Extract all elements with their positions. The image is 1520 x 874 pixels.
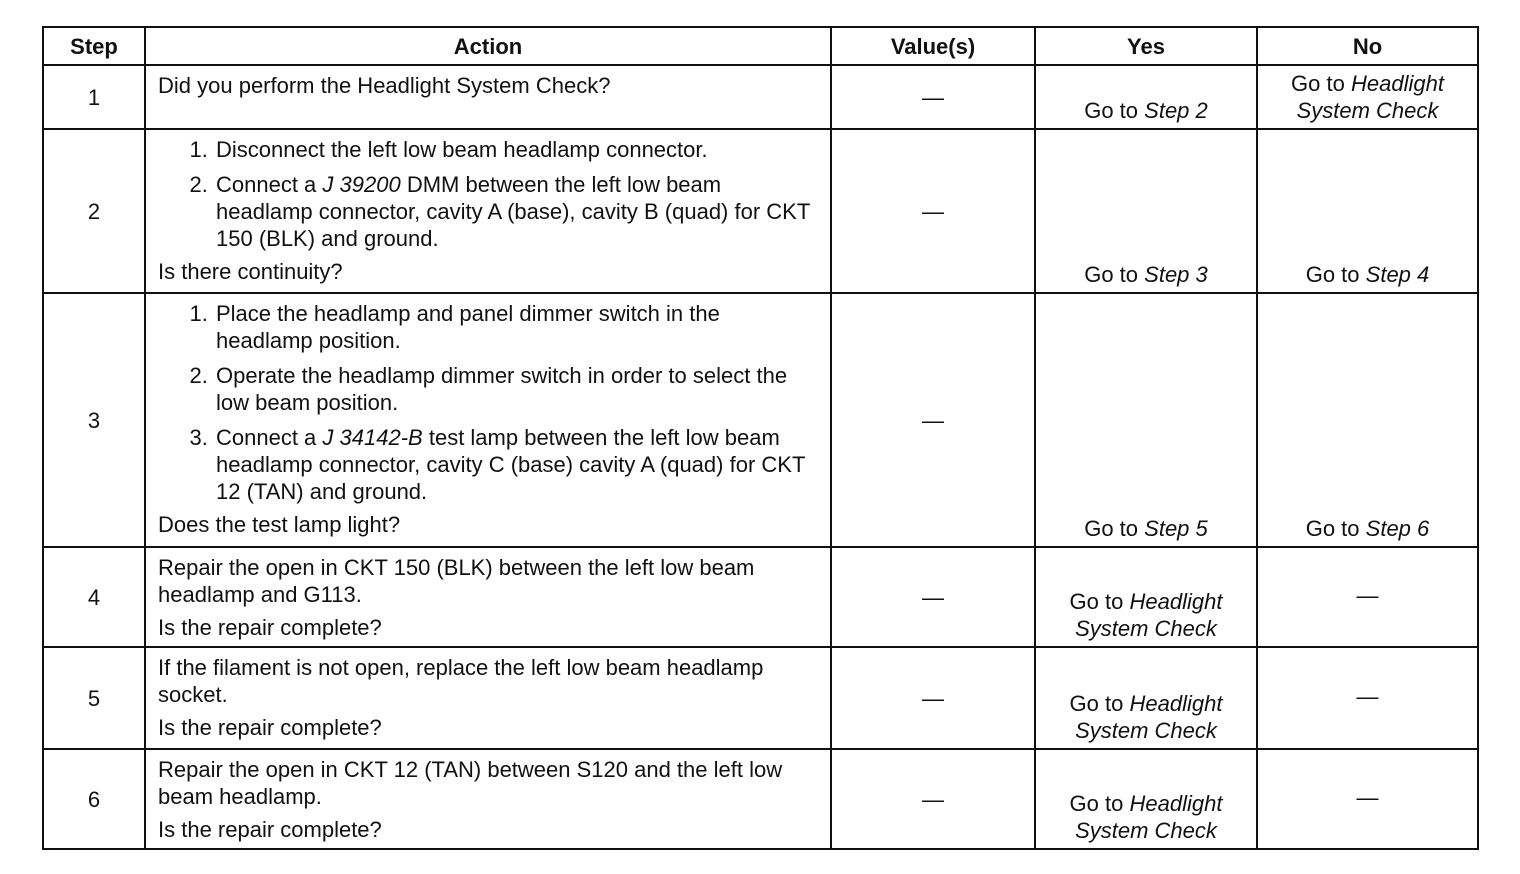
no-cell — [1257, 129, 1478, 293]
dash: — — [922, 407, 944, 433]
step-number: 6 — [43, 749, 145, 849]
dash: — — [922, 84, 944, 110]
tool-ref: J 34142-B — [322, 425, 423, 450]
step-number: 3 — [43, 293, 145, 547]
no-cell — [1257, 547, 1478, 647]
action-cell — [145, 129, 831, 293]
no-cell — [1257, 293, 1478, 547]
yes-cell — [1035, 65, 1257, 129]
value-cell — [831, 293, 1035, 547]
action-question: Is there continuity? — [158, 259, 343, 284]
yes-cell — [1035, 293, 1257, 547]
action-cell — [145, 547, 831, 647]
action-cell — [145, 749, 831, 849]
yes-target-link[interactable]: Headlight System Check — [1075, 691, 1223, 743]
yes-target-link[interactable]: Headlight System Check — [1075, 589, 1223, 641]
dash: — — [922, 685, 944, 711]
action-text: If the filament is not open, replace the left low beam headlamp socket. — [158, 655, 764, 707]
table-row — [43, 547, 1478, 647]
no-prefix: Go to — [1305, 516, 1360, 541]
action-text: Repair the open in CKT 12 (TAN) between S120 and the left low beam headlamp. — [158, 757, 783, 809]
yes-target-link[interactable]: Step 2 — [1144, 98, 1208, 123]
no-prefix: Go to — [1305, 262, 1360, 287]
no-target-link[interactable]: Step 6 — [1365, 516, 1430, 541]
header-no: No — [1257, 27, 1478, 65]
yes-prefix: Go to — [1069, 691, 1124, 716]
value-cell — [831, 129, 1035, 293]
action-text: Repair the open in CKT 150 (BLK) between the left low beam headlamp and G113. — [158, 555, 755, 607]
action-cell — [145, 65, 831, 129]
step-number: 4 — [43, 547, 145, 647]
yes-prefix: Go to — [1084, 98, 1139, 123]
dash: — — [1356, 683, 1379, 709]
step-number: 2 — [43, 129, 145, 293]
step-number: 1 — [43, 65, 145, 129]
no-target-link[interactable]: Step 4 — [1365, 262, 1430, 287]
yes-cell — [1035, 129, 1257, 293]
no-cell — [1257, 65, 1478, 129]
yes-cell — [1035, 647, 1257, 749]
dash: — — [1356, 582, 1379, 608]
dash: — — [922, 198, 944, 224]
header-step: Step — [43, 27, 145, 65]
yes-prefix: Go to — [1084, 262, 1139, 287]
action-text: Did you perform the Headlight System Check? — [158, 73, 611, 98]
action-question: Does the test lamp light? — [158, 512, 401, 537]
value-cell — [831, 547, 1035, 647]
no-prefix: Go to — [1291, 71, 1345, 96]
table-row — [43, 65, 1478, 129]
yes-cell — [1035, 749, 1257, 849]
diagnostic-table — [42, 26, 1479, 850]
action-question: Is the repair complete? — [158, 715, 382, 740]
substep-item: 3. Connect a J 34142-B test lamp between the left low beam headlamp connector, cavity C (base) cavity A (quad) for CKT 12 (TAN) and ground. — [214, 424, 820, 505]
substep-item: 1. Place the headlamp and panel dimmer switch in the headlamp position. — [214, 300, 820, 354]
yes-target-link[interactable]: Headlight System Check — [1075, 791, 1223, 843]
table-row — [43, 129, 1478, 293]
substep-list — [158, 300, 820, 505]
value-cell — [831, 65, 1035, 129]
substep-item: 1. Disconnect the left low beam headlamp connector. — [214, 136, 820, 163]
yes-prefix: Go to — [1069, 791, 1124, 816]
table-row — [43, 647, 1478, 749]
value-cell — [831, 749, 1035, 849]
dash: — — [1356, 784, 1379, 810]
no-cell — [1257, 749, 1478, 849]
substep-item: 2. Operate the headlamp dimmer switch in order to select the low beam position. — [214, 362, 820, 416]
action-question: Is the repair complete? — [158, 817, 382, 842]
value-cell — [831, 647, 1035, 749]
substep-list — [158, 136, 820, 252]
step-number: 5 — [43, 647, 145, 749]
no-target-link[interactable]: Headlight System Check — [1296, 71, 1444, 123]
diagnostic-table-container — [42, 26, 1477, 850]
substep-item: 2. Connect a J 39200 DMM between the left low beam headlamp connector, cavity A (base), cavity B (quad) for CKT 150 (BLK) and ground. — [214, 171, 820, 252]
action-question: Is the repair complete? — [158, 615, 382, 640]
tool-ref: J 39200 — [322, 172, 401, 197]
dash: — — [922, 584, 944, 610]
header-action: Action — [145, 27, 831, 65]
table-row — [43, 749, 1478, 849]
table-row — [43, 293, 1478, 547]
yes-target-link[interactable]: Step 5 — [1144, 516, 1208, 541]
no-cell — [1257, 647, 1478, 749]
action-cell — [145, 647, 831, 749]
header-row — [43, 27, 1478, 65]
action-cell — [145, 293, 831, 547]
yes-prefix: Go to — [1084, 516, 1139, 541]
yes-cell — [1035, 547, 1257, 647]
header-values: Value(s) — [831, 27, 1035, 65]
header-yes: Yes — [1035, 27, 1257, 65]
dash: — — [922, 786, 944, 812]
yes-prefix: Go to — [1069, 589, 1124, 614]
yes-target-link[interactable]: Step 3 — [1144, 262, 1208, 287]
